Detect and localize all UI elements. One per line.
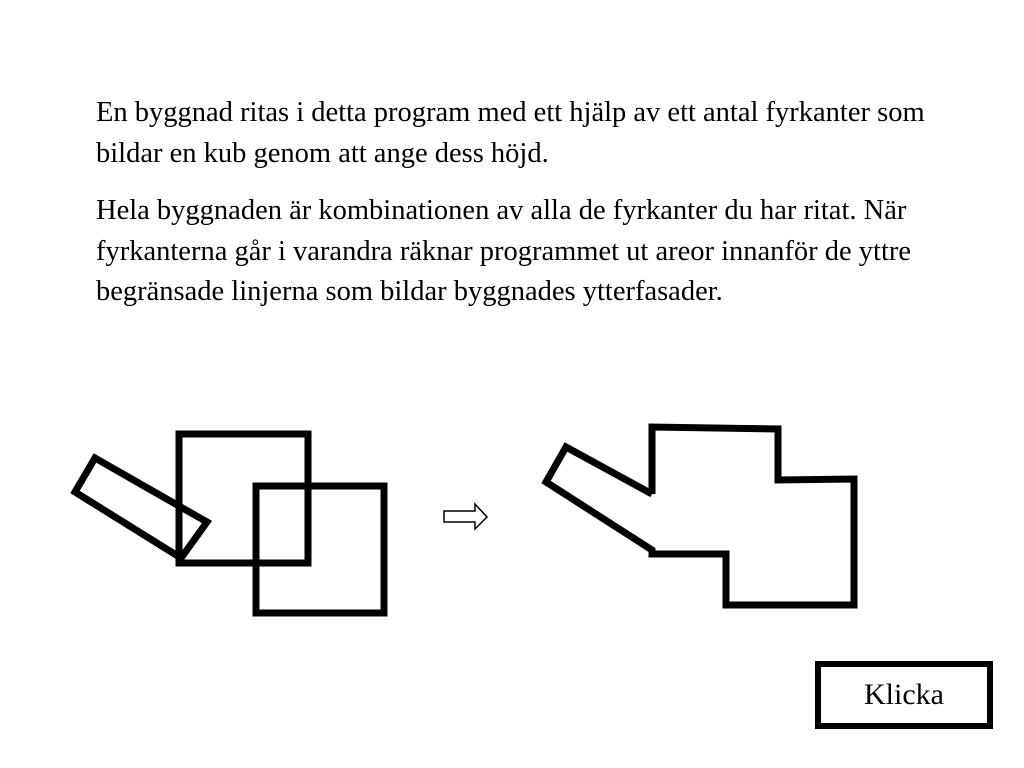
right-arrow-icon: [444, 504, 487, 529]
upper-square-shape: [179, 434, 308, 563]
paragraph-building-description: En byggnad ritas i detta program med ett hjälp av ett antal fyrkanter som bildar en kub genom att ange dess höjd.: [96, 97, 925, 169]
combined-building-outline: [546, 427, 854, 605]
click-button[interactable]: [815, 661, 993, 729]
paragraph-area-calculation: Hela byggnaden är kombinationen av alla de fyrkanter du har ritat. När fyrkanterna går i varandra räknar programmet ut areor innanför de yttre begränsade linjerna som bildar byggnades ytterfasader.: [96, 195, 912, 307]
tilted-rectangle-shape: [75, 458, 207, 558]
lower-square-shape: [256, 486, 384, 613]
click-button-label: Klicka: [864, 678, 944, 711]
